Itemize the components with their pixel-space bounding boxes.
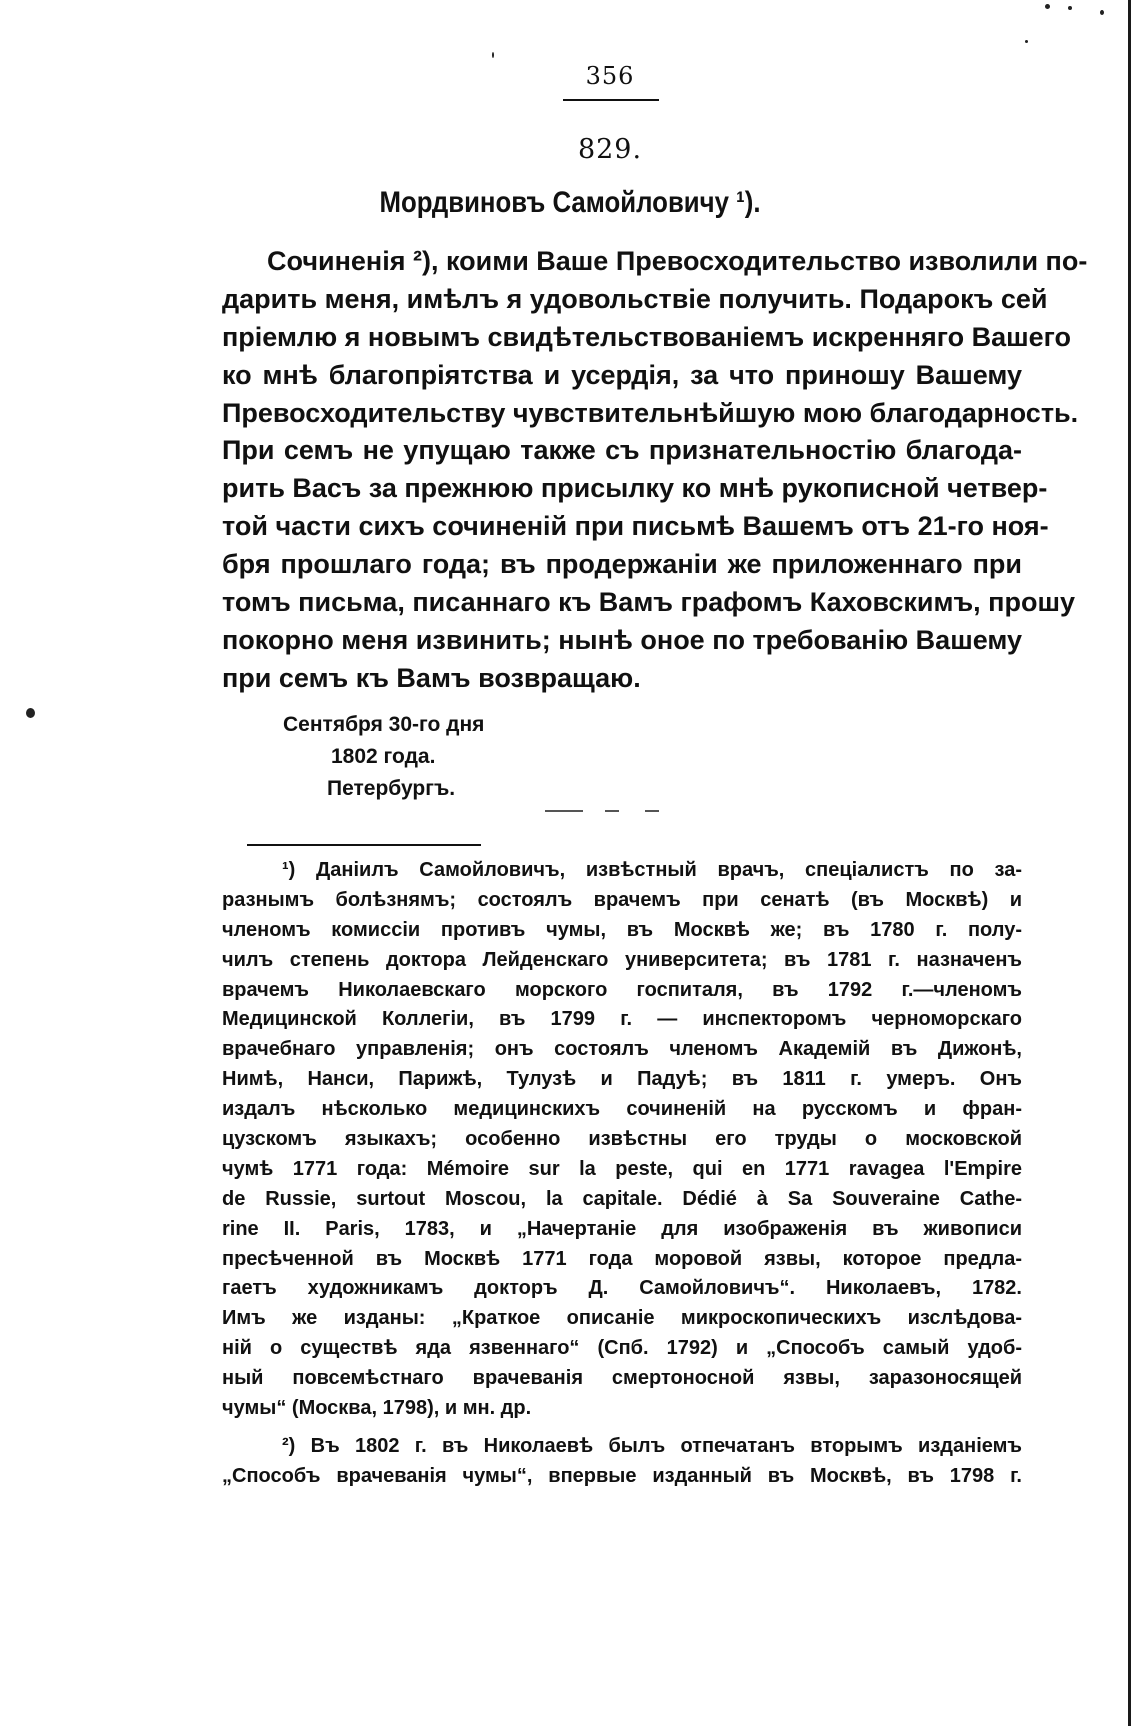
page-number: 356	[585, 62, 635, 90]
scan-speck	[492, 52, 494, 58]
dateline-date: Сентября 30-го дня	[283, 713, 485, 736]
footnote-line: гаетъ художникамъ докторъ Д. Самойловичъ“. Николаевъ, 1782.	[222, 1277, 1022, 1300]
footnote-line: разнымъ болѣзнямъ; состоялъ врачемъ при сенатѣ (въ Москвѣ) и	[222, 888, 1022, 911]
dateline-year: 1802 года.	[331, 745, 436, 768]
scan-speck	[1068, 6, 1072, 10]
footnote-line: врачемъ Николаевскаго морского госпиталя, въ 1792 г.—членомъ	[222, 978, 1022, 1001]
body-line: При семъ не упущаю также съ признательностію благода-	[222, 435, 1022, 466]
letter-body	[222, 243, 1088, 698]
body-line: Сочиненія ²), коими Ваше Превосходительство изволили по-	[267, 246, 1088, 276]
footnote-line: ²) Въ 1802 г. въ Николаевѣ былъ отпечатанъ вторымъ изданіемъ	[282, 1434, 1022, 1457]
scan-speck	[1025, 40, 1028, 43]
footnote-line: цузскомъ языкахъ; особенно извѣстны его труды о московской	[222, 1128, 1022, 1151]
footnote-line: врачебнаго управленія; онъ состоялъ членомъ Академій въ Дижонѣ,	[222, 1038, 1022, 1061]
footnote-line: издалъ нѣсколько медицинскихъ сочиненій на русскомъ и фран-	[222, 1098, 1022, 1121]
body-line: ко мнѣ благопріятства и усердія, за что приношу Вашему	[222, 359, 1022, 390]
footnotes	[222, 856, 1022, 1492]
footnote-line: de Russie, surtout Moscou, la capitale. Dédié à Sa Souveraine Cathe-	[222, 1187, 1022, 1210]
body-line: при семъ къ Вамъ возвращаю.	[222, 662, 641, 693]
end-dash	[645, 810, 659, 812]
footnote-line: чумѣ 1771 года: Mémoire sur la peste, qui en 1771 ravagea l'Empire	[222, 1157, 1022, 1180]
footnote-line: Медицинской Коллегіи, въ 1799 г. — инспекторомъ черноморскаго	[222, 1008, 1022, 1031]
scan-speck	[1045, 4, 1050, 9]
body-line: Превосходительству чувствительнѣйшую мою благодарность.	[222, 397, 1079, 428]
page-number-rule	[563, 99, 659, 101]
body-line: дарить меня, имѣлъ я удовольствіе получить. Подарокъ сей	[222, 283, 1048, 314]
dateline-place: Петербургъ.	[327, 777, 456, 800]
footnote-line: Нимѣ, Нанси, Парижѣ, Тулузѣ и Падуѣ; въ 1811 г. умеръ. Онъ	[222, 1068, 1022, 1091]
end-dash	[605, 810, 619, 812]
footnote-line: пресѣченной въ Москвѣ 1771 года моровой язвы, которое предла-	[222, 1247, 1022, 1270]
footnote-line: чилъ степень доктора Лейденскаго университета; въ 1781 г. назначенъ	[222, 948, 1022, 971]
footnote-line: ній о существѣ яда язвеннаго“ (Спб. 1792) и „Способъ самый удоб-	[222, 1337, 1022, 1360]
footnote-line: членомъ комиссіи противъ чумы, въ Москвѣ же; въ 1780 г. полу-	[222, 918, 1022, 941]
body-line: покорно меня извинить; нынѣ оное по требованію Вашему	[222, 624, 1022, 655]
end-dash	[545, 810, 583, 812]
body-line: рить Васъ за прежнюю присылку ко мнѣ рукописной четвер-	[222, 473, 1048, 504]
letter-title: Мордвиновъ Самойловичу ¹).	[379, 186, 761, 219]
footnote-rule	[247, 844, 481, 846]
scan-speck	[26, 708, 35, 718]
body-line: бря прошлаго года; въ продержаніи же приложеннаго при	[222, 549, 1022, 580]
footnote-line: rine II. Paris, 1783, и „Начертаніе для изображенія въ живописи	[222, 1217, 1022, 1240]
scan-speck	[1100, 10, 1104, 15]
page-edge-line	[1128, 0, 1131, 1726]
end-ornament	[545, 810, 675, 814]
footnote-line: ный повсемѣстнаго врачеванія смертоносной язвы, заразоносящей	[222, 1367, 1022, 1390]
body-line: пріемлю я новымъ свидѣтельствованіемъ искренняго Вашего	[222, 321, 1071, 352]
footnote-line: ¹) Даніилъ Самойловичъ, извѣстный врачъ, спеціалистъ по за-	[282, 859, 1022, 881]
footnote-line: „Способъ врачеванія чумы“, впервые изданный въ Москвѣ, въ 1798 г.	[222, 1464, 1022, 1487]
body-line: томъ письма, писаннаго къ Вамъ графомъ Каховскимъ, прошу	[222, 587, 1075, 618]
footnote-line: чумы“ (Москва, 1798), и мн. др.	[222, 1397, 532, 1420]
letter-number: 829.	[577, 134, 643, 165]
body-line: той части сихъ сочиненій при письмѣ Вашемъ отъ 21-го ноя-	[222, 511, 1049, 542]
footnote-line: Имъ же изданы: „Краткое описаніе микроскопическихъ изслѣдова-	[222, 1307, 1022, 1330]
footnote-gap	[222, 1424, 1022, 1432]
